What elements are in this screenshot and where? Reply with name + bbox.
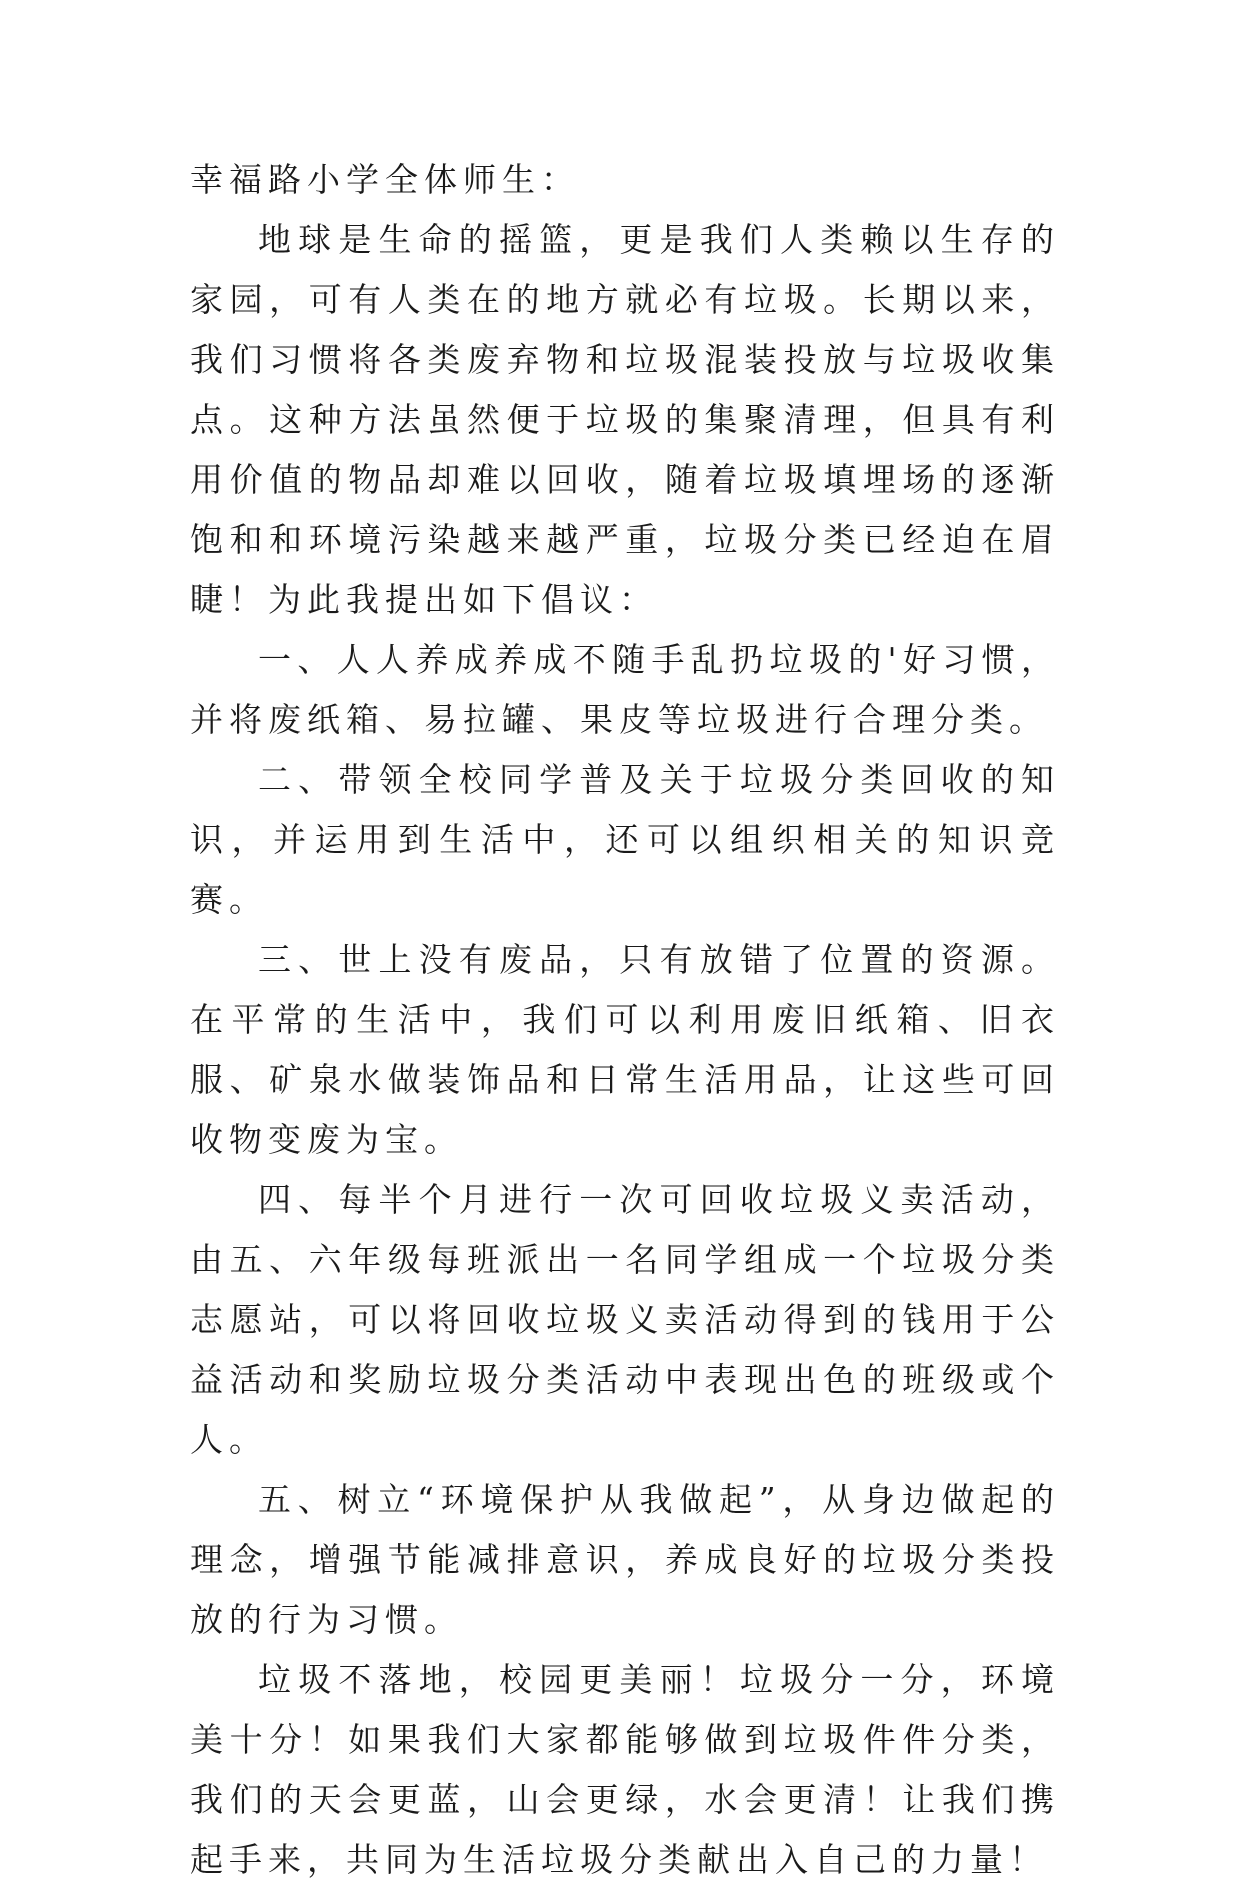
paragraph-proposal-3: 三、世上没有废品，只有放错了位置的资源。在平常的生活中，我们可以利用废旧纸箱、旧衣服、矿泉水做装饰品和日常生活用品，让这些可回收物变废为宝。 [190,940,1060,1159]
paragraph-proposal-5: 五、树立“环境保护从我做起”，从身边做起的理念，增强节能减排意识，养成良好的垃圾分类投放的行为习惯。 [190,1480,1060,1639]
document-body [190,150,1060,1890]
paragraph-proposal-1: 一、人人养成养成不随手乱扔垃圾的'好习惯，并将废纸箱、易拉罐、果皮等垃圾进行合理分类。 [190,640,1060,739]
paragraph-intro: 地球是生命的摇篮，更是我们人类赖以生存的家园，可有人类在的地方就必有垃圾。长期以来，我们习惯将各类废弃物和垃圾混装投放与垃圾收集点。这种方法虽然便于垃圾的集聚清理，但具有利用价值的物品却难以回收，随着垃圾填埋场的逐渐饱和和环境污染越来越严重，垃圾分类已经迫在眉睫！为此我提出如下倡议： [190,220,1060,619]
paragraph-proposal-4: 四、每半个月进行一次可回收垃圾义卖活动，由五、六年级每班派出一名同学组成一个垃圾分类志愿站，可以将回收垃圾义卖活动得到的钱用于公益活动和奖励垃圾分类活动中表现出色的班级或个人。 [190,1180,1060,1459]
salutation: 幸福路小学全体师生： [190,160,580,199]
paragraph-proposal-2: 二、带领全校同学普及关于垃圾分类回收的知识，并运用到生活中，还可以组织相关的知识竞赛。 [190,760,1060,919]
paragraph-closing: 垃圾不落地，校园更美丽！垃圾分一分，环境美十分！如果我们大家都能够做到垃圾件件分类，我们的天会更蓝，山会更绿，水会更清！让我们携起手来，共同为生活垃圾分类献出入自己的力量！ [190,1660,1060,1879]
